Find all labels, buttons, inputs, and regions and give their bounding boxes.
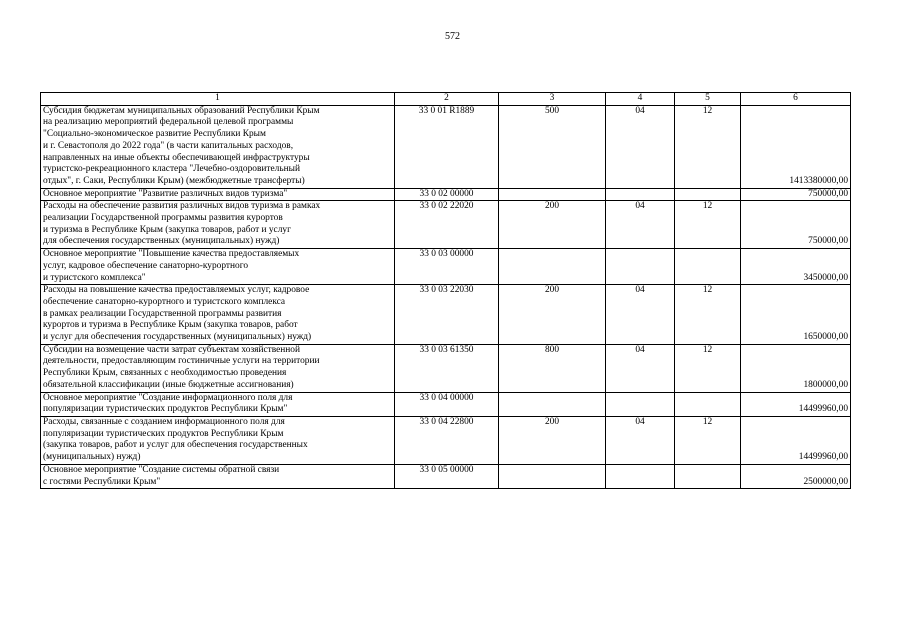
section-cell: 04: [606, 201, 675, 249]
table-row: [41, 188, 851, 201]
expense-type-cell: [499, 188, 606, 201]
expense-type-cell: 800: [499, 344, 606, 392]
row-name-cell: Расходы на обеспечение развития различных видов туризма в рамках реализации Государственной программы развития курортов и туризма в Республике Крым (закупка товаров, работ и услуг для обеспечения государственных (муниципальных) нужд): [41, 201, 395, 249]
table-row: [41, 464, 851, 488]
subsection-cell: 12: [675, 344, 741, 392]
expense-type-cell: 200: [499, 201, 606, 249]
budget-table: [40, 92, 851, 489]
table-row: [41, 392, 851, 416]
section-cell: 04: [606, 105, 675, 188]
section-cell: [606, 249, 675, 285]
amount-cell: 1413380000,00: [741, 105, 851, 188]
table-header-row: [41, 93, 851, 106]
section-cell: [606, 188, 675, 201]
row-name-cell: Расходы на повышение качества предоставляемых услуг, кадровое обеспечение санаторно-курортного и туристского комплекса в рамках реализации Государственной программы развития курортов и туризма в Республике Крым (закупка товаров, работ и услуг для обеспечения государственных (муниципальных) нужд): [41, 285, 395, 345]
subsection-cell: [675, 464, 741, 488]
section-cell: 04: [606, 285, 675, 345]
amount-cell: 750000,00: [741, 201, 851, 249]
target-code-cell: 33 0 04 00000: [395, 392, 499, 416]
section-cell: 04: [606, 344, 675, 392]
table-row: [41, 416, 851, 464]
amount-cell: 1800000,00: [741, 344, 851, 392]
subsection-cell: 12: [675, 105, 741, 188]
section-cell: [606, 464, 675, 488]
target-code-cell: 33 0 01 R1889: [395, 105, 499, 188]
amount-cell: 14499960,00: [741, 416, 851, 464]
amount-cell: 2500000,00: [741, 464, 851, 488]
subsection-cell: 12: [675, 285, 741, 345]
section-cell: 04: [606, 416, 675, 464]
target-code-cell: 33 0 04 22800: [395, 416, 499, 464]
row-name-cell: Основное мероприятие "Развитие различных видов туризма": [41, 188, 395, 201]
row-name-cell: Субсидия бюджетам муниципальных образований Республики Крым на реализацию мероприятий федеральной целевой программы "Социально-экономическое развитие Республики Крым и г. Севастополя до 2022 года" (в части капитальных расходов, направленных на иные объекты обеспечивающей инфраструктуры туристско-рекреационного кластера "Лечебно-оздоровительный отдых", г. Саки, Республики Крым) (межбюджетные трансферты): [41, 105, 395, 188]
table-row: [41, 105, 851, 188]
section-cell: [606, 392, 675, 416]
expense-type-cell: [499, 392, 606, 416]
target-code-cell: 33 0 03 00000: [395, 249, 499, 285]
header-cell: 5: [675, 93, 741, 106]
row-name-cell: Расходы, связанные с созданием информационного поля для популяризации туристических продуктов Республики Крым (закупка товаров, работ и услуг для обеспечения государственных (муниципальных) нужд): [41, 416, 395, 464]
header-cell: 4: [606, 93, 675, 106]
subsection-cell: 12: [675, 201, 741, 249]
expense-type-cell: 200: [499, 416, 606, 464]
header-cell: 6: [741, 93, 851, 106]
header-cell: 1: [41, 93, 395, 106]
target-code-cell: 33 0 03 22030: [395, 285, 499, 345]
table-body: [41, 93, 851, 489]
amount-cell: 3450000,00: [741, 249, 851, 285]
expense-type-cell: 200: [499, 285, 606, 345]
row-name-cell: Основное мероприятие "Создание информационного поля для популяризации туристических продуктов Республики Крым": [41, 392, 395, 416]
amount-cell: 750000,00: [741, 188, 851, 201]
expense-type-cell: [499, 464, 606, 488]
target-code-cell: 33 0 05 00000: [395, 464, 499, 488]
target-code-cell: 33 0 02 22020: [395, 201, 499, 249]
amount-cell: 1650000,00: [741, 285, 851, 345]
row-name-cell: Основное мероприятие "Повышение качества предоставляемых услуг, кадровое обеспечение санаторно-курортного и туристского комплекса": [41, 249, 395, 285]
row-name-cell: Субсидии на возмещение части затрат субъектам хозяйственной деятельности, предоставляющим гостиничные услуги на территории Республики Крым, связанных с необходимостью проведения обязательной классификации (иные бюджетные ассигнования): [41, 344, 395, 392]
subsection-cell: [675, 392, 741, 416]
table-row: [41, 285, 851, 345]
target-code-cell: 33 0 03 61350: [395, 344, 499, 392]
subsection-cell: [675, 188, 741, 201]
subsection-cell: 12: [675, 416, 741, 464]
expense-type-cell: 500: [499, 105, 606, 188]
subsection-cell: [675, 249, 741, 285]
table-row: [41, 201, 851, 249]
target-code-cell: 33 0 02 00000: [395, 188, 499, 201]
header-cell: 2: [395, 93, 499, 106]
amount-cell: 14499960,00: [741, 392, 851, 416]
header-cell: 3: [499, 93, 606, 106]
expense-type-cell: [499, 249, 606, 285]
page-number: 572: [445, 31, 460, 42]
table-row: [41, 344, 851, 392]
table-row: [41, 249, 851, 285]
row-name-cell: Основное мероприятие "Создание системы обратной связи с гостями Республики Крым": [41, 464, 395, 488]
